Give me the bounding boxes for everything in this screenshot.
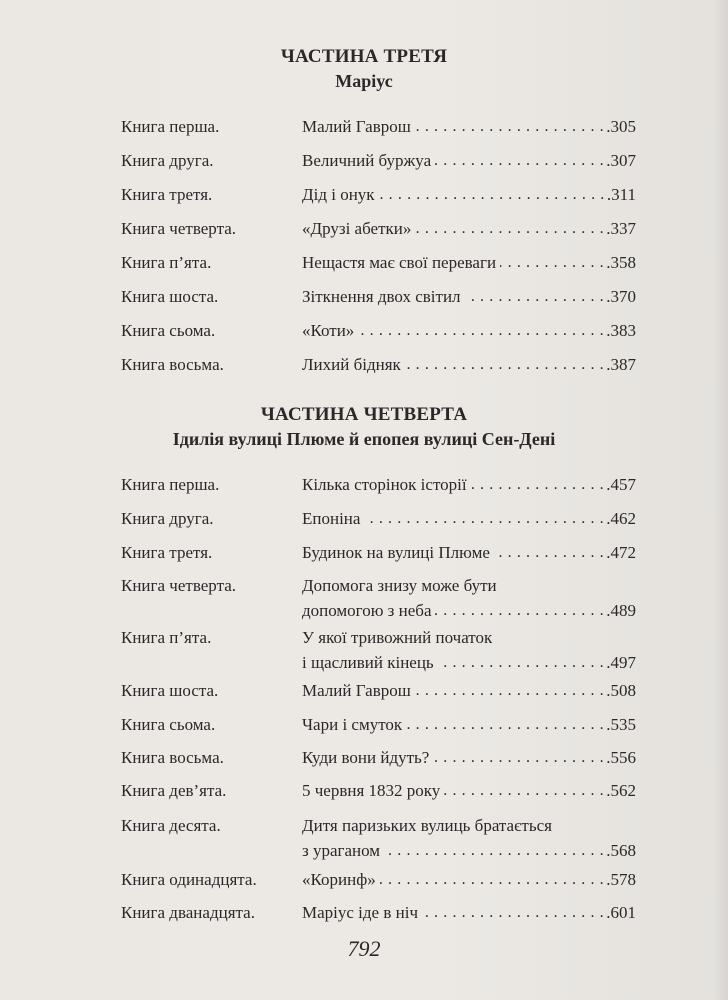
page-number: .358 <box>606 253 636 272</box>
entry-title-line: допомогою з неба <box>302 601 432 620</box>
book-label: Книга одинадцята. <box>121 870 257 889</box>
dot-leader <box>384 847 604 865</box>
entry-title-block <box>302 815 636 865</box>
book-label: Книга четверта. <box>121 219 237 238</box>
entry-title-block <box>302 780 636 805</box>
entry-title-block <box>302 542 636 567</box>
dot-leader <box>465 293 605 311</box>
entry-title-line: Допомога знизу може бути <box>302 576 497 595</box>
page-number: .387 <box>606 355 636 374</box>
dot-leader <box>435 607 604 625</box>
entry-title: Будинок на вулиці Плюме <box>302 543 490 562</box>
book-label: Книга дванадцята. <box>121 903 255 922</box>
part-subtitle: Маріус <box>335 71 393 91</box>
book-label: Книга третя. <box>121 543 213 562</box>
entry-title: Малий Гаврош <box>302 117 411 136</box>
entry-title-block <box>302 869 636 894</box>
page-number: .568 <box>606 841 636 860</box>
page-number: .305 <box>606 117 636 136</box>
entry-title-block <box>302 320 636 345</box>
page-number: .601 <box>606 903 636 922</box>
page-number: .497 <box>606 653 636 672</box>
entry-title: «Друзі абетки» <box>302 219 412 238</box>
book-label: Книга десята. <box>121 816 221 835</box>
book-label: Книга третя. <box>121 185 213 204</box>
book-label: Книга сьома. <box>121 715 216 734</box>
dot-leader <box>415 687 604 705</box>
page-number: .562 <box>606 781 636 800</box>
part-subtitle: Ідилія вулиці Плюме й епопея вулиці Сен-Дені <box>172 429 556 449</box>
dot-leader <box>380 876 605 894</box>
book-label: Книга п’ята. <box>121 628 212 647</box>
page-edge-shadow <box>714 0 728 1000</box>
entry-title-block <box>302 627 636 677</box>
book-label: Книга восьма. <box>121 355 224 374</box>
book-label: Книга п’ята. <box>121 253 212 272</box>
page-number: .489 <box>606 601 636 620</box>
page-number-footer: 792 <box>347 936 381 961</box>
entry-title: Малий Гаврош <box>302 681 411 700</box>
entry-title: 5 червня 1832 року <box>302 781 441 800</box>
entry-title-block <box>302 354 636 379</box>
dot-leader <box>471 481 605 499</box>
entry-title-block <box>302 575 636 625</box>
entry-title-block <box>302 218 636 243</box>
dot-leader <box>358 327 604 345</box>
entry-title: Лихий бідняк <box>302 355 401 374</box>
book-label: Книга друга. <box>121 509 214 528</box>
dot-leader <box>364 515 604 533</box>
entry-title: Зіткнення двох світил <box>302 287 461 306</box>
book-label: Книга перша. <box>121 475 220 494</box>
entry-title-line: Дитя паризьких вулиць братається <box>302 816 552 835</box>
entry-title: «Коринф» <box>302 870 376 889</box>
entry-title-line: У якої тривожний початок <box>302 628 493 647</box>
page-number: .457 <box>606 475 636 494</box>
entry-title: Величний буржуа <box>302 151 432 170</box>
entry-title-block <box>302 116 636 141</box>
page-number: .556 <box>606 748 636 767</box>
entry-title: Дід і онук <box>302 185 375 204</box>
page-number: .383 <box>606 321 636 340</box>
dot-leader <box>494 549 604 567</box>
dot-leader <box>422 909 604 927</box>
entry-title: Кілька сторінок історії <box>302 475 467 494</box>
dot-leader <box>405 361 604 379</box>
page-number: .311 <box>606 185 636 204</box>
dot-leader <box>444 787 604 805</box>
entry-title-block <box>302 680 636 705</box>
entry-title: Нещастя має свої переваги <box>302 253 497 272</box>
entry-title-block <box>302 252 636 277</box>
dot-leader <box>435 157 604 175</box>
book-label: Книга восьма. <box>121 748 224 767</box>
entry-title-line: з ураганом <box>302 841 381 860</box>
page-number: .462 <box>606 509 636 528</box>
page-number: .370 <box>606 287 636 306</box>
page-number: .307 <box>606 151 636 170</box>
dot-leader <box>406 721 604 739</box>
entry-title-block <box>302 714 636 739</box>
dot-leader <box>438 659 605 677</box>
part-title: ЧАСТИНА ЧЕТВЕРТА <box>260 404 468 425</box>
entry-title-block <box>302 474 636 499</box>
dot-leader <box>500 259 604 277</box>
page-number: .535 <box>606 715 636 734</box>
book-label: Книга перша. <box>121 117 220 136</box>
entry-title: Чари і смуток <box>302 715 403 734</box>
page-number: .472 <box>606 543 636 562</box>
book-label: Книга шоста. <box>121 287 219 306</box>
entry-title-block <box>302 902 636 927</box>
part-title: ЧАСТИНА ТРЕТЯ <box>280 46 448 67</box>
page-number: .508 <box>606 681 636 700</box>
dot-leader <box>433 754 604 772</box>
page-number: .578 <box>606 870 636 889</box>
entry-title: Епоніна <box>302 509 361 528</box>
book-label: Книга сьома. <box>121 321 216 340</box>
page-number: .337 <box>606 219 636 238</box>
entry-title-block <box>302 508 636 533</box>
entry-title-block <box>302 747 636 772</box>
book-label: Книга друга. <box>121 151 214 170</box>
dot-leader <box>415 225 604 243</box>
dot-leader <box>415 123 604 141</box>
book-label: Книга дев’ята. <box>121 781 227 800</box>
entry-title-line: і щасливий кінець <box>302 653 434 672</box>
entry-title: Куди вони йдуть? <box>302 748 430 767</box>
entry-title-block <box>302 184 636 209</box>
book-label: Книга четверта. <box>121 576 237 595</box>
book-label: Книга шоста. <box>121 681 219 700</box>
entry-title: Маріус іде в ніч <box>302 903 418 922</box>
entry-title-block <box>302 150 636 175</box>
dot-leader <box>379 191 605 209</box>
entry-title-block <box>302 286 636 311</box>
entry-title: «Коти» <box>302 321 355 340</box>
